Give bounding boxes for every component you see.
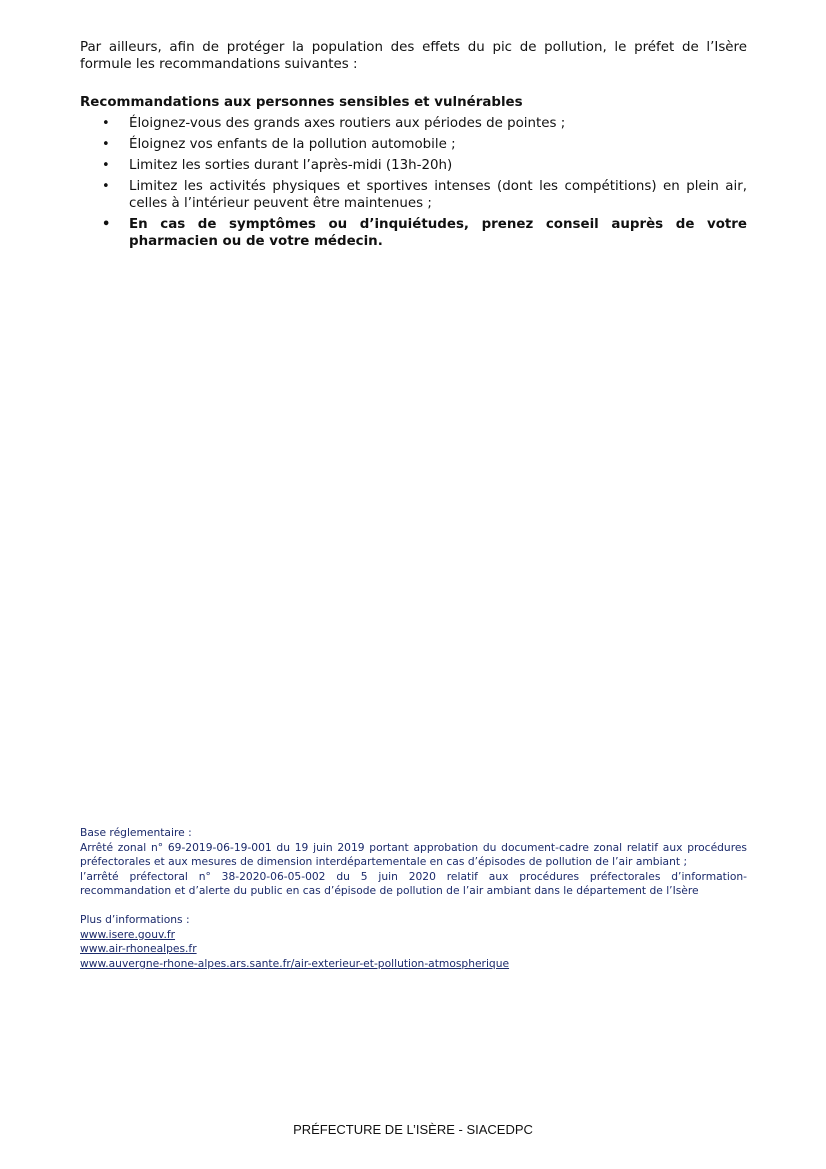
more-info-heading: Plus d’informations : xyxy=(80,912,190,926)
footer-notes xyxy=(80,826,747,971)
base-reglementaire-heading: Base réglementaire : xyxy=(80,826,192,839)
base-reglementaire-line: Arrêté zonal n° 69-2019-06-19-001 du 19 juin 2019 portant approbation du document-cadre zonal relatif aux procédures préfectorales et aux mesures de dimension interdépartementale en cas d’épisodes de pollution de l’air ambiant ; xyxy=(80,840,747,869)
bullet-icon: • xyxy=(102,116,110,131)
link-air-rhonealpes[interactable]: www.air-rhonealpes.fr xyxy=(80,942,197,956)
intro-paragraph: Par ailleurs, afin de protéger la population des effets du pic de pollution, le préfet de l’Isère formule les recommandations suivantes : xyxy=(80,40,747,72)
bullet-icon: • xyxy=(102,158,110,173)
list-item-text: Éloignez vos enfants de la pollution automobile ; xyxy=(129,137,456,152)
list-item xyxy=(80,115,747,132)
recommendations-list xyxy=(80,115,747,254)
bullet-icon: • xyxy=(102,179,110,194)
list-item-emphasis xyxy=(80,216,747,250)
list-item-text: Limitez les sorties durant l’après-midi (13h-20h) xyxy=(129,158,453,173)
bullet-icon: • xyxy=(102,217,111,232)
link-ars-sante[interactable]: www.auvergne-rhone-alpes.ars.sante.fr/air-exterieur-et-pollution-atmospherique xyxy=(80,956,510,970)
link-isere-gouv[interactable]: www.isere.gouv.fr xyxy=(80,927,176,941)
list-item xyxy=(80,136,747,153)
list-item xyxy=(80,157,747,174)
base-reglementaire-line: l’arrêté préfectoral n° 38-2020-06-05-002 du 5 juin 2020 relatif aux procédures préfectorales d’information-recommandation et d’alerte du public en cas d’épisode de pollution de l’air ambiant dans le département de l’Isère xyxy=(80,869,747,898)
list-item xyxy=(80,178,747,212)
list-item-text: Limitez les activités physiques et sportives intenses (dont les compétitions) en plein air, celles à l’intérieur peuvent être maintenues ; xyxy=(129,179,747,211)
list-item-text: Éloignez-vous des grands axes routiers aux périodes de pointes ; xyxy=(129,116,566,131)
page-footer: PRÉFECTURE DE L’ISÈRE - SIACEDPC xyxy=(293,1122,533,1137)
bullet-icon: • xyxy=(102,137,110,152)
section-title: Recommandations aux personnes sensibles et vulnérables xyxy=(80,95,523,110)
list-item-text: En cas de symptômes ou d’inquiétudes, prenez conseil auprès de votre pharmacien ou de votre médecin. xyxy=(129,217,747,249)
